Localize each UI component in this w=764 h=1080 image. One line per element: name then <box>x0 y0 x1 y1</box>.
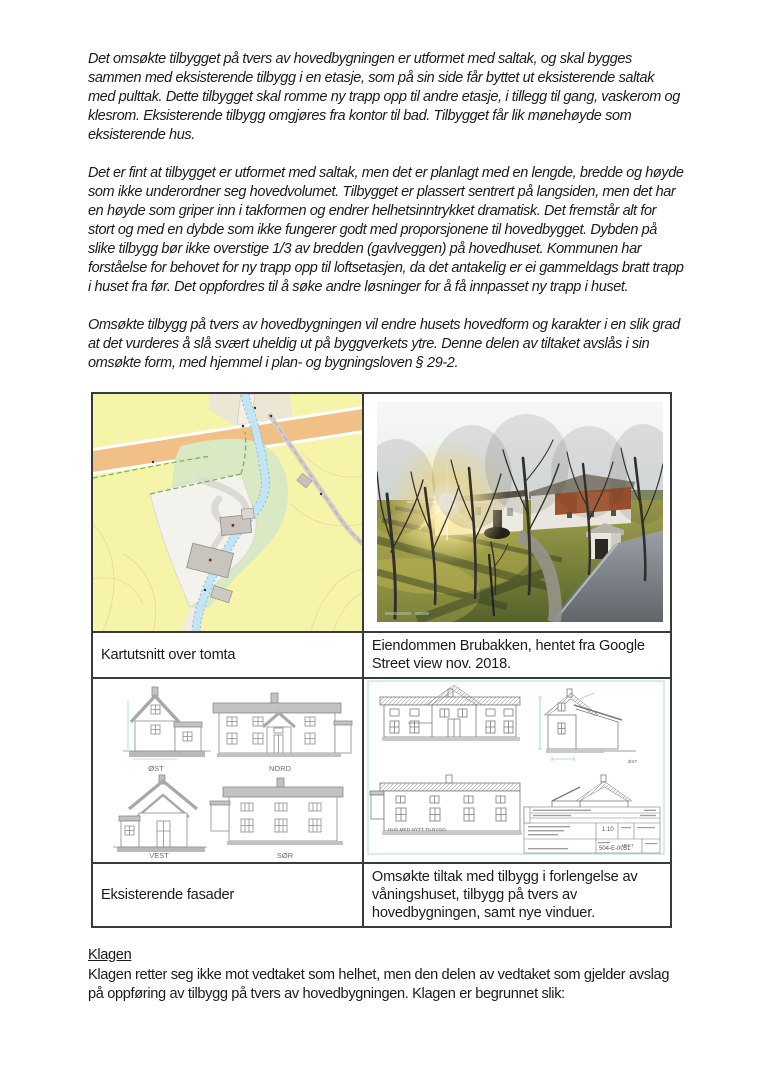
photo-caption: Eiendommen Brubakken, hentet fra Google Street view nov. 2018. <box>363 632 671 678</box>
photo-watermark <box>385 612 429 615</box>
body-paragraph: Omsøkte tilbygg på tvers av hovedbygningen vil endre husets hovedform og karakter i en slik grad at det vurderes å slå svært uheldig ut på byggverkets ytre. Denne delen av tiltaket avslås i sin omsøkte form, med hjemmel i plan- og bygningsloven § 29-2. <box>88 317 680 371</box>
drawing-scale: 1:10 <box>601 827 614 833</box>
klagen-body: Klagen retter seg ikke mot vedtaket som helhet, men den delen av vedtaket som gjelder avslag på oppføring av tilbygg på tvers av hovedbygningen. Klagen er begrunnet slik: <box>88 967 670 1002</box>
proposed-drawing-caption: Omsøkte tiltak med tilbygg i forlengelse av våningshuset, tilbygg på tvers av hovedbygningen, samt nye vinduer. <box>363 863 671 927</box>
proposed-label-east: ØST <box>627 759 638 764</box>
proposed-facade-rear <box>370 775 522 835</box>
facade-label-west: VEST <box>149 851 169 860</box>
site-map-image <box>93 394 363 631</box>
map-figure-cell <box>92 393 363 632</box>
body-paragraph: Det er fint at tilbygget er utformet med saltak, men det er planlagt med en lengde, bredde og høyde som ikke underordner seg hovedvolumet. Tilbygget er plassert sentrert på langsiden, men det har en høyde som griper inn i takformen og endrer helhetsinntrykket dramatisk. Det fremstår alt for stort og med en dybde som ikke fungerer godt med proporsjonene til hovedbygget. Dybden på slike tilbygg bør ikke overstige 1/3 av bredden (gavlveggen) på hovedhuset. Kommunen har forståelse for behovet for ny trapp opp til loftsetasjen, da det antakelig er ei gammeldags bratt trapp i huset fra før. Det oppfordres til å søke andre løsninger for å få innpasset ny trapp i huset. <box>88 165 684 295</box>
facade-south <box>210 778 343 845</box>
proposed-caption: HUS MED NYTT TILBYGG <box>387 828 446 833</box>
proposed-drawing-sheet <box>366 679 669 858</box>
klagen-heading: Klagen <box>88 947 132 963</box>
facade-label-south: SØR <box>276 851 294 860</box>
existing-facades-cell <box>92 678 363 863</box>
existing-facades-drawing <box>95 681 361 860</box>
table-row-images-2 <box>92 678 671 863</box>
proposed-label-west: VEST <box>621 843 634 848</box>
map-caption: Kartutsnitt over tomta <box>92 632 363 678</box>
table-row-captions-2 <box>92 863 671 927</box>
figure-table <box>91 392 672 928</box>
proposed-drawing-cell <box>363 678 671 863</box>
body-paragraph: Det omsøkte tilbygget på tvers av hovedbygningen er utformet med saltak, og skal bygges sammen med eksisterende tilbygg i en etasje, som på sin side får byttet ut eksisterende saltak med pulttak. Dette tilbygget skal romme ny trapp opp til andre etasje, i tillegg til gang, vaskerom og klesrom. Eksisterende tilbygg omgjøres fra kontor til bad. Tilbygget får lik mønehøyde som eksisterende hus. <box>88 51 680 143</box>
streetview-photo <box>377 402 663 622</box>
klagen-section <box>88 946 684 1004</box>
facade-label-east: ØST <box>148 764 164 773</box>
table-row-captions-1 <box>92 632 671 678</box>
existing-facades-caption: Eksisterende fasader <box>92 863 363 927</box>
facade-label-north: NORD <box>268 764 292 773</box>
title-block <box>524 807 660 853</box>
drawing-number: 504-E-0051 <box>598 846 631 852</box>
table-row-images-1 <box>92 393 671 632</box>
streetview-figure-cell <box>363 393 671 632</box>
